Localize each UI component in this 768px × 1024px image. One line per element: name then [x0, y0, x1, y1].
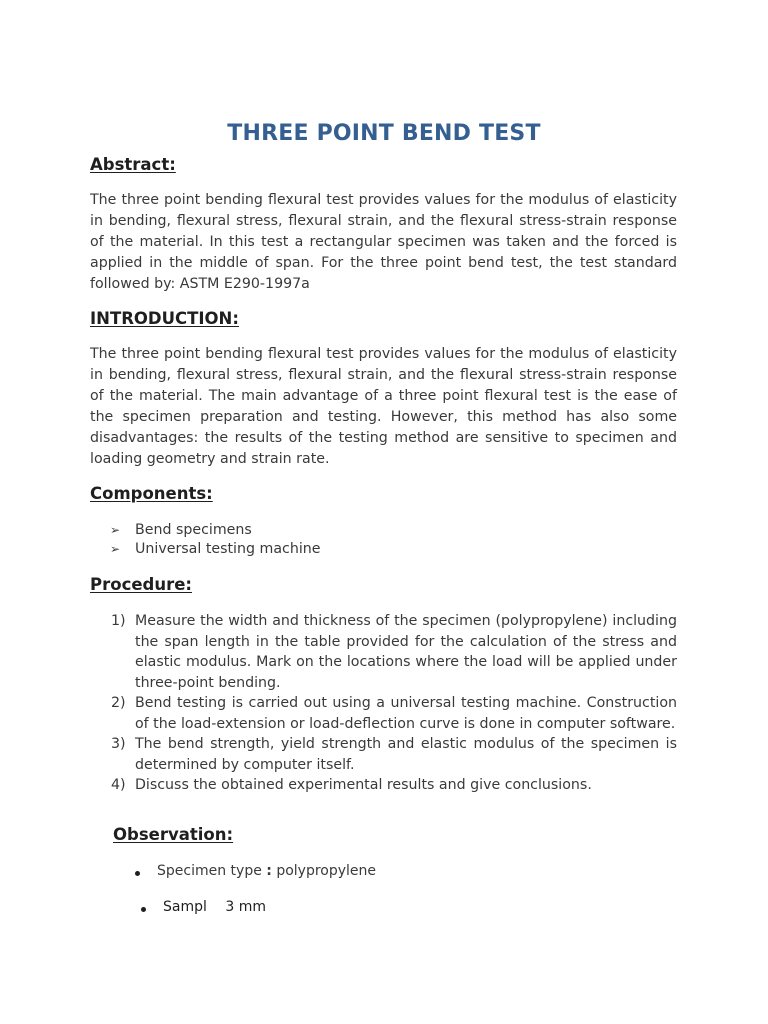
list-item [111, 775, 677, 796]
list-item [111, 611, 677, 693]
document-title: THREE POINT BEND TEST [227, 121, 541, 146]
abstract-heading: Abstract: [90, 155, 176, 174]
list-item-number: 4) [111, 777, 126, 793]
procedure-list [111, 611, 677, 796]
list-item-text: Discuss the obtained experimental results and give conclusions. [135, 777, 592, 793]
list-item-number: 1) [111, 613, 126, 629]
list-item-text: Bend specimens [135, 522, 252, 538]
abstract-paragraph: The three point bending flexural test provides values for the modulus of elasticity in bending, flexural stress, flexural strain, and the flexural stress-strain response of the material. In this test a rectangular specimen was taken and the forced is applied in the middle of span. For the three point bend test, the test standard followed by: ASTM E290-1997a [90, 192, 677, 292]
procedure-heading: Procedure: [90, 575, 193, 594]
observation-list-sample [141, 899, 266, 915]
observation-list [135, 863, 376, 879]
arrow-bullet-icon: ➢ [110, 542, 121, 556]
list-item-text: Universal testing machine [135, 541, 321, 557]
list-item [110, 521, 320, 540]
components-heading: Components: [90, 484, 213, 503]
specimen-type-value: polypropylene [271, 863, 377, 879]
list-item-number: 2) [111, 695, 126, 711]
introduction-paragraph: The three point bending flexural test provides values for the modulus of elasticity in bending, flexural stress, flexural strain, and the flexural stress-strain response of the material. The main advantage of a three point flexural test is the ease of the specimen preparation and testing. However, this method has also some disadvantages: the results of the testing method are sensitive to specimen and loading geometry and strain rate. [90, 346, 677, 467]
components-list [110, 521, 320, 559]
specimen-type-label: Specimen type [157, 863, 267, 879]
bullet-dot-icon [141, 907, 146, 912]
list-item [111, 734, 677, 775]
sample-label: Sampl [163, 899, 207, 915]
list-item [135, 863, 376, 879]
list-item [141, 899, 266, 915]
list-item [111, 693, 677, 734]
bullet-dot-icon [135, 871, 140, 876]
list-item [110, 540, 320, 559]
specimen-type-separator: : [266, 863, 272, 879]
sample-value: 3 mm [225, 899, 266, 915]
list-item-number: 3) [111, 736, 126, 752]
arrow-bullet-icon: ➢ [110, 523, 121, 537]
list-item-text: Measure the width and thickness of the specimen (polypropylene) including the span length in the table provided for the calculation of the stress and elastic modulus. Mark on the locations where the load will be applied under three-point bending. [135, 613, 677, 691]
observation-heading: Observation: [113, 825, 234, 844]
list-item-text: Bend testing is carried out using a universal testing machine. Construction of the load-extension or load-deflection curve is done in computer software. [135, 695, 677, 732]
introduction-heading: INTRODUCTION: [90, 309, 239, 328]
list-item-text: The bend strength, yield strength and elastic modulus of the specimen is determined by computer itself. [135, 736, 677, 773]
